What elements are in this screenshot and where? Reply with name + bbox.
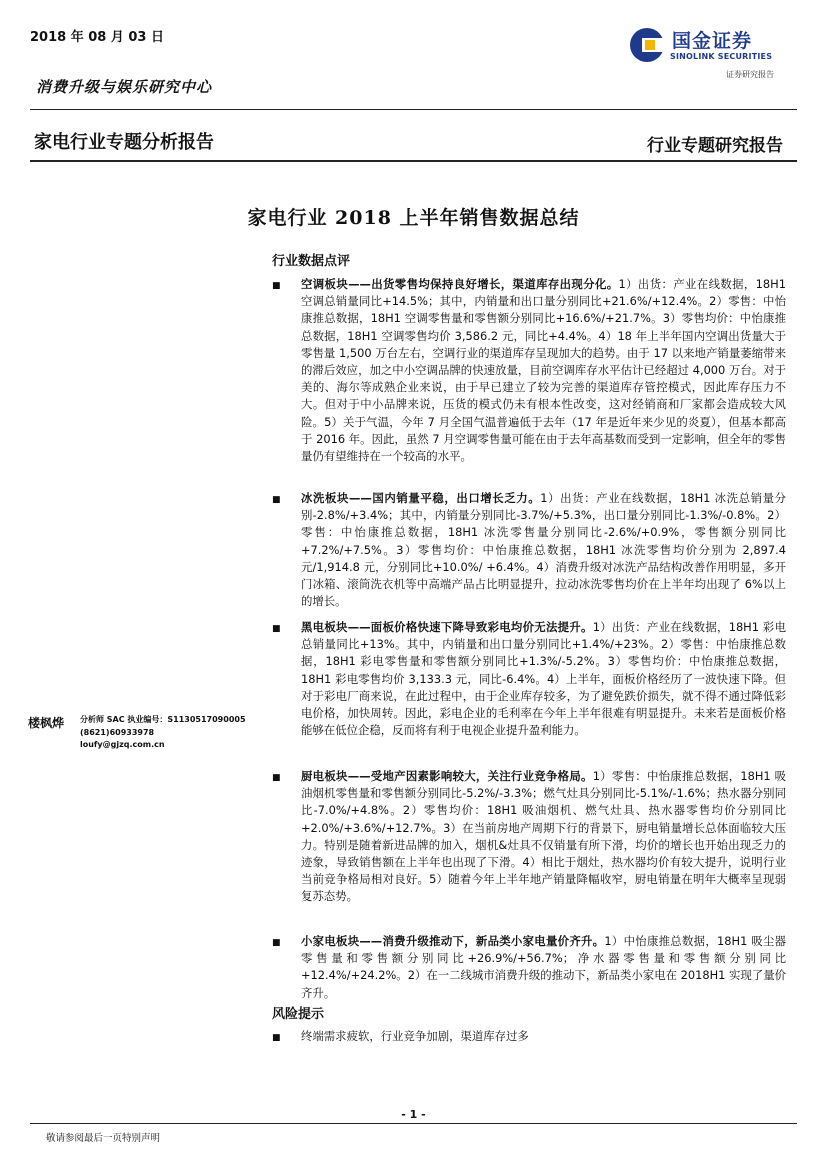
header-divider-thin [30,109,797,110]
bullet-icon: ■ [272,495,281,505]
report-date: 2018 年 08 月 03 日 [30,30,164,45]
logo-chinese-name: 国金证券 [672,30,753,52]
paragraph-lead: 冰洗板块——国内销量平稳，出口增长乏力。 [301,491,541,505]
section-heading-risk: 风险提示 [272,1007,325,1022]
paragraph-body: 1）出货：产业在线数据，18H1 彩电总销量同比+13%。其中，内销量和出口量分别同比+1.4%/+23%。2）零售：中怡康推总数据，18H1 彩电零售量和零售额分别同比+1.3%/-5.2%。3）零售均价：中怡康推总数据，18H1 彩电零售均价 3,133.3 元，同比-6.4%。4）上半年，面板价格经历了一波快速下降。但对于彩电厂商来说，在此过程中，由于企业库存较多，为了避免跌价损失，就不得不通过降低彩电价格，加快周转。因此，彩电企业的毛利率在今年上半年很难有明显提升。未来若是面板价格能够在低位企稳，反而将有利于电视企业提升盈利能力。 [301,620,786,738]
analyst-sac-number: 分析师 SAC 执业编号：S1130517090005 [80,715,246,724]
paragraph-body: 1）出货：产业在线数据，18H1 冰洗总销量分别-2.8%/+3.4%；其中，内销量分别同比-3.7%/+5.3%，出口量分别同比-1.3%/-0.8%。2）零售：中怡康推总数据，18H1 冰洗零售量分别同比-2.6%/+0.9%，零售额分别同比+7.2%/+7.5%。3）零售均价：中怡康推总数据，18H1 冰洗零售均价分别为 2,897.4 元/1,914.8 元，分别同比+10.0%/ +6.4%。4）消费升级对冰洗产品结构改善作用明显，多开门冰箱、滚筒洗衣机等中高端产品占比明显提升，拉动冰洗零售均价在上半年均出现了 6%以上的增长。 [301,491,786,609]
page-number: - 1 - [401,1108,426,1121]
footer-disclaimer: 敬请参阅最后一页特别声明 [46,1133,161,1144]
paragraph-black-appliance [301,619,786,739]
section-heading-industry-data: 行业数据点评 [272,254,351,269]
report-type: 行业专题研究报告 [647,136,783,156]
bullet-icon: ■ [272,938,281,948]
paragraph-body: 1）中怡康推总数据，18H1 吸尘器零售量和零售额分别同比+26.9%/+56.7%；净水器零售量和零售额分别同比+12.4%/+24.2%。2）在一二线城市消费升级的推动下，新品类小家电在 2018H1 实现了量价齐升。 [301,934,786,1000]
paragraph-body: 1）出货：产业在线数据，18H1 空调总销量同比+14.5%；其中，内销量和出口量分别同比+21.6%/+12.4%。2）零售：中怡康推总数据，18H1 空调零售量和零售额分别同比+16.6%/+21.7%。3）零售均价：中怡康推总数据，18H1 空调零售均价 3,586.2 元，同比+4.4%。4）18 年上半年国内空调出货量大于零售量 1,500 万台左右，空调行业的渠道库存呈现加大的趋势。由于 17 以来地产销量萎缩带来的滞后效应，加之中小空调品牌的快速放量，目前空调库存水平估计已经超过 4,000 万台。对于美的、海尔等成熟企业来说，由于早已建立了较为完善的渠道库存管控模式，因此库存压力不大。但对于中小品牌来说，压货的模式仍未有根本性改变，这对经销商和厂家都会造成较大风险。5）关于气温，今年 7 月全国气温普遍低于去年（17 年是近年来少见的炎夏），但基本都高于 2016 年。因此，虽然 7 月空调零售量可能在由于去年高基数而受到一定影响，但全年的零售量仍有望维持在一个较高的水平。 [301,277,786,464]
analyst-phone: (8621)60933978 [80,727,155,737]
paragraph-body: 1）零售：中怡康推总数据，18H1 吸油烟机零售量和零售额分别同比-5.2%/-3.3%；燃气灶具分别同比-5.1%/-1.6%；热水器分别同比-7.0%/+4.8%。2）零售均价：18H1 吸油烟机、燃气灶具、热水器零售均价分别同比+2.0%/+3.6%/+12.7%。3）在当前房地产周期下行的背景下，厨电销量增长总体面临较大压力。特别是随着新进品牌的加入，烟机&灶具不仅销量有所下滑，均价的增长也开始出现乏力的迹象，导致销售额在上半年也出现了下滑。4）相比于烟灶，热水器均价有较大提升，说明行业当前竞争格局相对良好。5）随着今年上半年地产销量降幅收窄，厨电销量在明年大概率呈现弱复苏态势。 [301,769,786,904]
footer-divider [30,1123,797,1124]
analyst-info [80,714,246,752]
analyst-email[interactable]: loufy@gjzq.com.cn [80,740,165,749]
paragraph-kitchen-appliance [301,768,786,906]
bullet-icon: ■ [272,624,281,634]
paragraph-lead: 黑电板块——面板价格快速下降导致彩电均价无法提升。 [301,620,593,634]
paragraph-lead: 空调板块——出货零售均保持良好增长，渠道库存出现分化。 [301,277,619,291]
bullet-icon: ■ [272,1033,281,1043]
logo-english-name: SINOLINK SECURITIES [670,52,773,61]
paragraph-fridge-washer [301,490,786,610]
report-title: 家电行业专题分析报告 [34,132,214,153]
department-name: 消费升级与娱乐研究中心 [36,78,213,96]
logo-subtitle: 证券研究报告 [726,70,774,79]
logo-mark-icon [630,28,664,62]
bullet-icon: ■ [272,773,281,783]
paragraph-small-appliance [301,933,786,1002]
paragraph-lead: 小家电板块——消费升级推动下，新品类小家电量价齐升。 [301,934,605,948]
risk-text: 终端需求疲软，行业竞争加剧，渠道库存过多 [301,1029,529,1043]
header-divider-thick [30,160,797,162]
analyst-name: 楼枫烨 [28,716,65,730]
paragraph-lead: 厨电板块——受地产因素影响较大，关注行业竞争格局。 [301,769,593,783]
bullet-icon: ■ [272,281,281,291]
page-title: 家电行业 2018 上半年销售数据总结 [247,207,580,229]
paragraph-air-conditioner [301,276,786,465]
